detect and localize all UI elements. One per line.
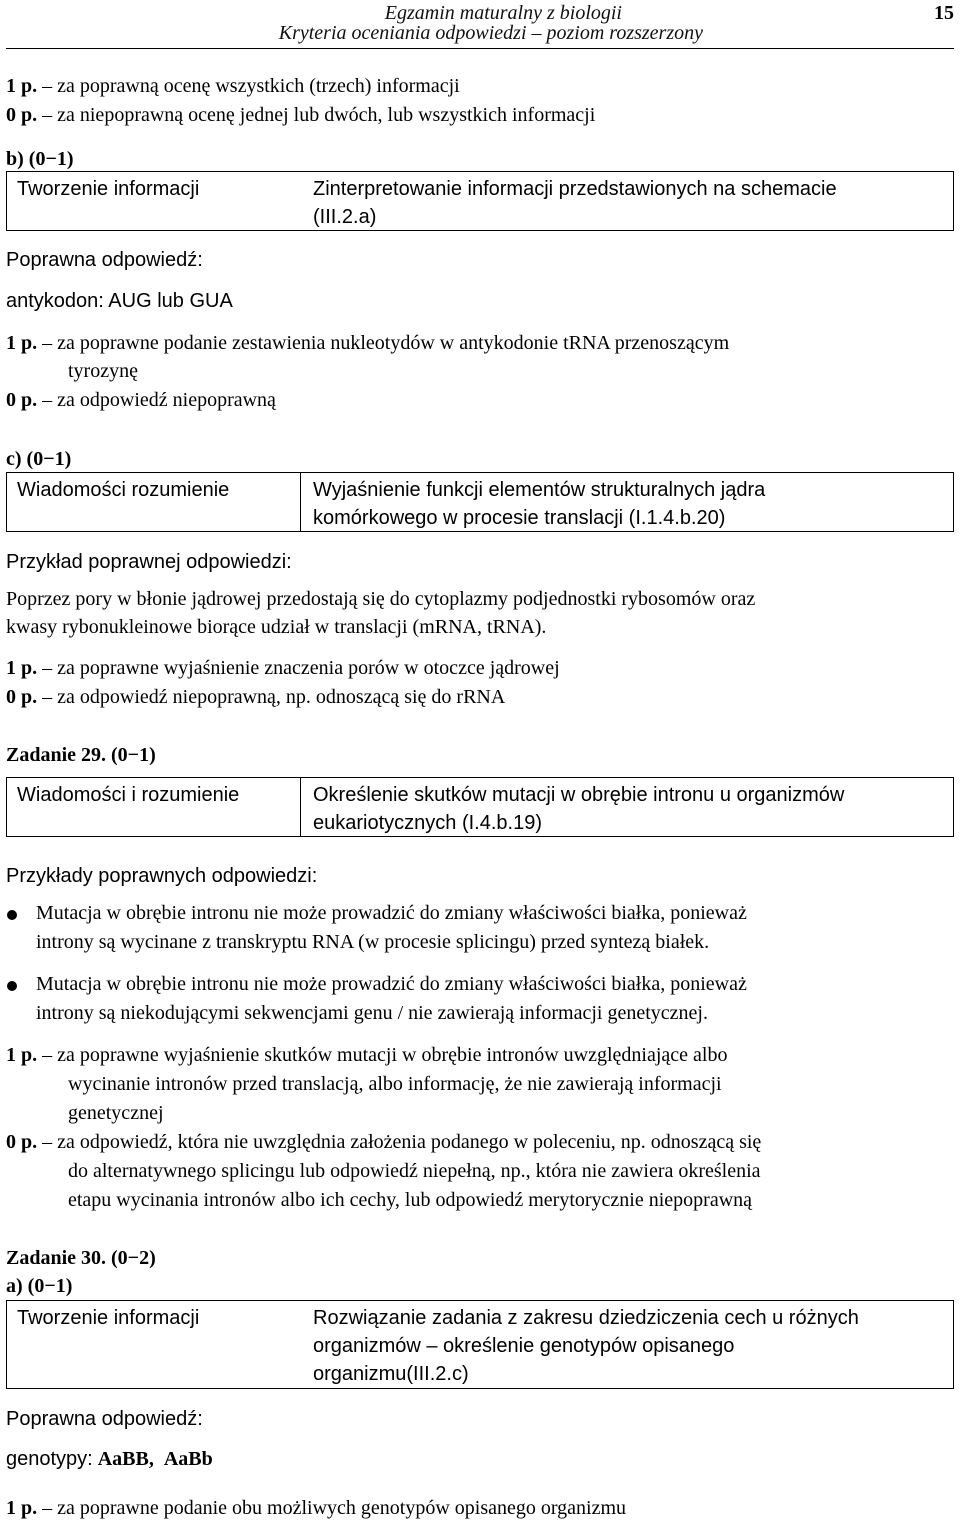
task-29-score-0-cont1: do alternatywnego splicingu lub odpowiedź niepełną, np., która nie zawiera określenia (68, 1160, 761, 1182)
task-29-score-1: 1 p. – za poprawne wyjaśnienie skutków mutacji w obrębie intronów uwzględniające albo (6, 1044, 728, 1066)
bullet-icon (7, 981, 17, 991)
b-requirement-box (6, 171, 954, 231)
task-30-score-1: 1 p. – za poprawne podanie obu możliwych genotypów opisanego organizmu (6, 1497, 627, 1519)
task-29-requirement: Określenie skutków mutacji w obrębie intronu u organizmów eukariotycznych (I.4.b.19) (313, 784, 845, 834)
page-number: 15 (934, 2, 954, 24)
c-score-0: 0 p. – za odpowiedź niepoprawną, np. odnoszącą się do rRNA (6, 686, 506, 708)
task-30-requirement-box (6, 1300, 954, 1389)
task-29-bullet-1-line1: Mutacja w obrębie intronu nie może prowadzić do zmiany właściwości białka, ponieważ (36, 902, 747, 924)
task-29-bullet-1-line2: introny są wycinane z transkryptu RNA (w procesie splicingu) przed syntezą białek. (36, 931, 710, 953)
header-subtitle: Kryteria oceniania odpowiedzi – poziom rozszerzony (278, 22, 703, 44)
c-label: c) (0−1) (6, 448, 72, 470)
task-29-requirement-box (6, 777, 954, 837)
b-requirement: Zinterpretowanie informacji przedstawionych na schemacie (III.2.a) (313, 178, 837, 228)
b-score-1-cont: tyrozynę (68, 360, 138, 382)
task-29-score-0: 0 p. – za odpowiedź, która nie uwzględnia założenia podanego w poleceniu, np. odnoszącą się (6, 1131, 762, 1153)
c-answer-line1: Poprzez pory w błonie jądrowej przedostają się do cytoplazmy podjednostki rybosomów oraz (6, 588, 756, 610)
header-rule (6, 48, 954, 49)
b-answer: antykodon: AUG lub GUA (6, 290, 233, 312)
task-30-genotypes: genotypy: AaBB, AaBb (6, 1448, 213, 1470)
b-answer-label: Poprawna odpowiedź: (6, 249, 203, 271)
score-line-0: 0 p. – za niepoprawną ocenę jednej lub dwóch, lub wszystkich informacji (6, 104, 596, 126)
task-30-requirement: Rozwiązanie zadania z zakresu dziedziczenia cech u różnych organizmów – określenie genotypów opisanego organizmu(III.2.c) (313, 1307, 859, 1385)
c-score-1: 1 p. – za poprawne wyjaśnienie znaczenia porów w otoczce jądrowej (6, 657, 560, 679)
score-line-1: 1 p. – za poprawną ocenę wszystkich (trzech) informacji (6, 75, 460, 97)
task-30-title: Zadanie 30. (0−2) (6, 1247, 156, 1269)
bullet-icon (7, 910, 17, 920)
c-answer-label: Przykład poprawnej odpowiedzi: (6, 551, 292, 573)
task-30-a-label: a) (0−1) (6, 1275, 73, 1297)
c-skill: Wiadomości rozumienie (7, 473, 301, 531)
header-title: Egzamin maturalny z biologii (384, 2, 622, 24)
task-29-bullet-2-line1: Mutacja w obrębie intronu nie może prowadzić do zmiany właściwości białka, ponieważ (36, 973, 747, 995)
c-answer-line2: kwasy rybonukleinowe biorące udział w translacji (mRNA, tRNA). (6, 616, 547, 638)
c-requirement-box (6, 472, 954, 532)
b-skill: Tworzenie informacji (17, 178, 200, 200)
task-29-bullet-2-line2: introny są niekodującymi sekwencjami genu / nie zawierają informacji genetycznej. (36, 1002, 708, 1024)
task-29-skill: Wiadomości i rozumienie (7, 778, 301, 836)
task-30-answer-label: Poprawna odpowiedź: (6, 1408, 203, 1430)
task-29-score-1-cont2: genetycznej (68, 1102, 164, 1124)
task-29-score-0-cont2: etapu wycinania intronów albo ich cechy, lub odpowiedź merytorycznie niepoprawną (68, 1189, 753, 1211)
b-score-1: 1 p. – za poprawne podanie zestawienia nukleotydów w antykodonie tRNA przenoszącym (6, 332, 730, 354)
task-29-score-1-cont1: wycinanie intronów przed translacją, albo informację, że nie zawierają informacji (68, 1073, 722, 1095)
task-30-skill: Tworzenie informacji (17, 1307, 200, 1329)
task-29-title: Zadanie 29. (0−1) (6, 744, 156, 766)
task-29-answer-label: Przykłady poprawnych odpowiedzi: (6, 865, 318, 887)
b-score-0: 0 p. – za odpowiedź niepoprawną (6, 389, 276, 411)
c-requirement: Wyjaśnienie funkcji elementów strukturalnych jądra komórkowego w procesie translacji (I.1.4.b.20) (313, 479, 766, 529)
b-label: b) (0−1) (6, 148, 74, 170)
